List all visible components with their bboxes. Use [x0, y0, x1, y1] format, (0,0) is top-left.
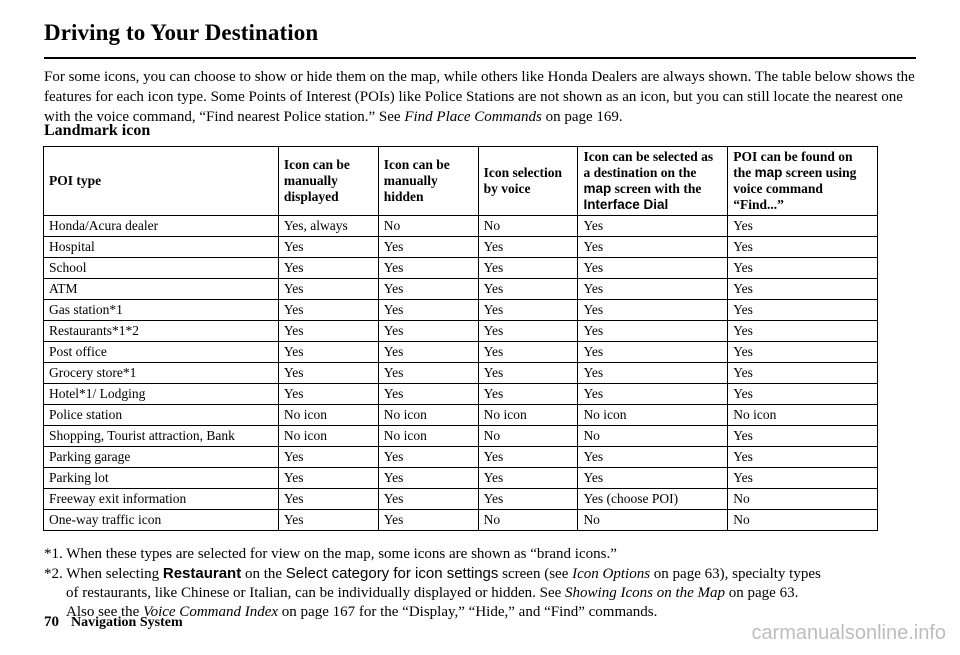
cell-manually-displayed: No icon — [278, 405, 378, 426]
page-number: 70 — [44, 614, 59, 630]
cell-voice-selection: Yes — [478, 237, 578, 258]
cell-find: Yes — [728, 384, 878, 405]
cell-destination: Yes — [578, 363, 728, 384]
cell-find: Yes — [728, 447, 878, 468]
cell-voice-selection: Yes — [478, 363, 578, 384]
footnote-2 — [44, 564, 924, 584]
intro-text: For some icons, you can choose to show or hide them on the map, while others like Honda Dealers are always shown. The table below shows the features for each icon type. Some Points of Interest (POIs) like Police Stations are not shown as an icon, but you can still locate the nearest one with the voice command, “Find nearest Police station.” See — [44, 69, 915, 125]
footnote-2-screen: Select category for icon settings — [285, 565, 499, 582]
cell-poi-type: ATM — [44, 279, 279, 300]
header-find-text-2: screen using voice command “Find...” — [733, 165, 857, 212]
footnotes — [44, 545, 924, 622]
cell-manually-displayed: Yes — [278, 258, 378, 279]
title-rule — [44, 57, 916, 59]
cell-manually-hidden: Yes — [378, 300, 478, 321]
cell-voice-selection: No — [478, 216, 578, 237]
header-voice-selection: Icon selection by voice — [478, 147, 578, 216]
header-destination-map: map — [583, 181, 612, 196]
cell-manually-hidden: Yes — [378, 363, 478, 384]
table-row — [44, 237, 878, 258]
cell-poi-type: Hospital — [44, 237, 279, 258]
cell-poi-type: Police station — [44, 405, 279, 426]
table-row — [44, 405, 878, 426]
table-row — [44, 510, 878, 531]
cell-poi-type: Honda/Acura dealer — [44, 216, 279, 237]
cell-destination: Yes — [578, 342, 728, 363]
cell-manually-displayed: Yes — [278, 489, 378, 510]
footer-section: Navigation System — [71, 615, 183, 630]
cell-manually-hidden: Yes — [378, 447, 478, 468]
cell-destination: Yes — [578, 468, 728, 489]
cell-poi-type: One-way traffic icon — [44, 510, 279, 531]
cell-destination: Yes — [578, 258, 728, 279]
cell-destination: Yes — [578, 237, 728, 258]
cell-find: Yes — [728, 300, 878, 321]
table-row — [44, 363, 878, 384]
table-row — [44, 300, 878, 321]
footnote-2-ref-icon-options: Icon Options — [572, 566, 651, 582]
cell-destination: Yes — [578, 321, 728, 342]
cell-poi-type: Parking garage — [44, 447, 279, 468]
header-find — [728, 147, 878, 216]
header-destination — [578, 147, 728, 216]
cell-destination: Yes — [578, 384, 728, 405]
footnote-2-text-c: screen (see — [498, 566, 573, 582]
cell-destination: Yes — [578, 300, 728, 321]
header-find-map: map — [754, 165, 783, 180]
cell-find: Yes — [728, 321, 878, 342]
cell-find: Yes — [728, 279, 878, 300]
footnote-2-ref-voice-index: Voice Command Index — [143, 604, 279, 620]
header-manually-hidden: Icon can be manually hidden — [378, 147, 478, 216]
cell-manually-displayed: Yes — [278, 384, 378, 405]
landmark-icon-table — [43, 146, 878, 531]
cell-voice-selection: Yes — [478, 300, 578, 321]
cell-destination: No — [578, 426, 728, 447]
cell-manually-displayed: Yes — [278, 237, 378, 258]
header-destination-text: Icon can be selected as a destination on the — [583, 149, 714, 180]
table-header-row — [44, 147, 878, 216]
cell-find: Yes — [728, 363, 878, 384]
footnote-2-line-2 — [44, 584, 924, 603]
cell-manually-hidden: Yes — [378, 468, 478, 489]
intro-paragraph — [44, 67, 924, 127]
cell-poi-type: School — [44, 258, 279, 279]
cell-find: No — [728, 510, 878, 531]
footnote-2-text-b: on the — [241, 566, 286, 582]
cell-manually-displayed: Yes — [278, 300, 378, 321]
cell-voice-selection: No — [478, 426, 578, 447]
header-destination-dial: Interface Dial — [583, 197, 669, 212]
table-row — [44, 468, 878, 489]
cell-manually-hidden: Yes — [378, 489, 478, 510]
cell-poi-type: Post office — [44, 342, 279, 363]
cell-voice-selection: Yes — [478, 468, 578, 489]
cell-poi-type: Freeway exit information — [44, 489, 279, 510]
cell-find: Yes — [728, 258, 878, 279]
cell-manually-displayed: Yes — [278, 447, 378, 468]
footnote-2-text: *2. When selecting — [44, 566, 163, 582]
table-row — [44, 279, 878, 300]
table-row — [44, 342, 878, 363]
cell-manually-hidden: Yes — [378, 258, 478, 279]
footnote-2-line-3-text: Also see the — [66, 604, 144, 620]
footnote-2-ref-showing-icons: Showing Icons on the Map — [565, 585, 726, 601]
cell-manually-hidden: Yes — [378, 384, 478, 405]
cell-poi-type: Hotel*1/ Lodging — [44, 384, 279, 405]
cell-manually-hidden: Yes — [378, 237, 478, 258]
cell-manually-hidden: Yes — [378, 321, 478, 342]
cell-manually-displayed: Yes — [278, 342, 378, 363]
cell-poi-type: Parking lot — [44, 468, 279, 489]
watermark: carmanualsonline.info — [751, 622, 946, 644]
cell-poi-type: Restaurants*1*2 — [44, 321, 279, 342]
cell-manually-displayed: Yes — [278, 510, 378, 531]
cell-find: Yes — [728, 216, 878, 237]
header-destination-text-2: screen with the — [611, 181, 702, 196]
footnote-2-line-2-text: of restaurants, like Chinese or Italian, can be individually displayed or hidden. See — [66, 585, 566, 601]
cell-manually-displayed: Yes — [278, 363, 378, 384]
cell-poi-type: Gas station*1 — [44, 300, 279, 321]
cell-manually-hidden: Yes — [378, 279, 478, 300]
cell-voice-selection: Yes — [478, 258, 578, 279]
intro-reference: Find Place Commands — [404, 109, 542, 125]
footnote-2-line-2-end: on page 63. — [725, 585, 799, 601]
table-row — [44, 321, 878, 342]
cell-voice-selection: Yes — [478, 447, 578, 468]
cell-manually-hidden: No icon — [378, 405, 478, 426]
cell-find: No — [728, 489, 878, 510]
cell-find: Yes — [728, 468, 878, 489]
cell-destination: No icon — [578, 405, 728, 426]
footnote-2-line-3-end: on page 167 for the “Display,” “Hide,” and “Find” commands. — [278, 604, 658, 620]
cell-manually-hidden: No — [378, 216, 478, 237]
footnote-2-restaurant: Restaurant — [162, 565, 242, 582]
page-title: Driving to Your Destination — [44, 20, 319, 45]
cell-find: Yes — [728, 426, 878, 447]
cell-poi-type: Grocery store*1 — [44, 363, 279, 384]
table-row — [44, 216, 878, 237]
table-row — [44, 447, 878, 468]
page-footer — [44, 614, 183, 631]
cell-manually-hidden: Yes — [378, 510, 478, 531]
table-body — [44, 216, 878, 531]
cell-destination: Yes — [578, 216, 728, 237]
cell-voice-selection: Yes — [478, 279, 578, 300]
header-manually-displayed: Icon can be manually displayed — [278, 147, 378, 216]
cell-destination: Yes (choose POI) — [578, 489, 728, 510]
cell-manually-displayed: Yes — [278, 321, 378, 342]
cell-voice-selection: Yes — [478, 384, 578, 405]
footnote-1: *1. When these types are selected for view on the map, some icons are shown as “brand icons.” — [44, 546, 617, 562]
table-row — [44, 489, 878, 510]
cell-destination: Yes — [578, 279, 728, 300]
cell-voice-selection: No — [478, 510, 578, 531]
cell-manually-hidden: No icon — [378, 426, 478, 447]
cell-voice-selection: Yes — [478, 321, 578, 342]
header-poi-type: POI type — [44, 147, 279, 216]
cell-manually-hidden: Yes — [378, 342, 478, 363]
table-row — [44, 384, 878, 405]
header-find-text: POI can be found on the — [733, 149, 853, 180]
cell-destination: Yes — [578, 447, 728, 468]
cell-find: No icon — [728, 405, 878, 426]
cell-find: Yes — [728, 342, 878, 363]
cell-poi-type: Shopping, Tourist attraction, Bank — [44, 426, 279, 447]
cell-voice-selection: Yes — [478, 342, 578, 363]
cell-manually-displayed: Yes — [278, 468, 378, 489]
footnote-2-text-d: on page 63), specialty types — [650, 566, 821, 582]
cell-destination: No — [578, 510, 728, 531]
intro-text-end: on page 169. — [541, 109, 623, 125]
table-row — [44, 426, 878, 447]
cell-voice-selection: Yes — [478, 489, 578, 510]
cell-manually-displayed: Yes, always — [278, 216, 378, 237]
cell-find: Yes — [728, 237, 878, 258]
section-heading: Landmark icon — [44, 122, 151, 139]
cell-manually-displayed: No icon — [278, 426, 378, 447]
cell-manually-displayed: Yes — [278, 279, 378, 300]
table-row — [44, 258, 878, 279]
cell-voice-selection: No icon — [478, 405, 578, 426]
